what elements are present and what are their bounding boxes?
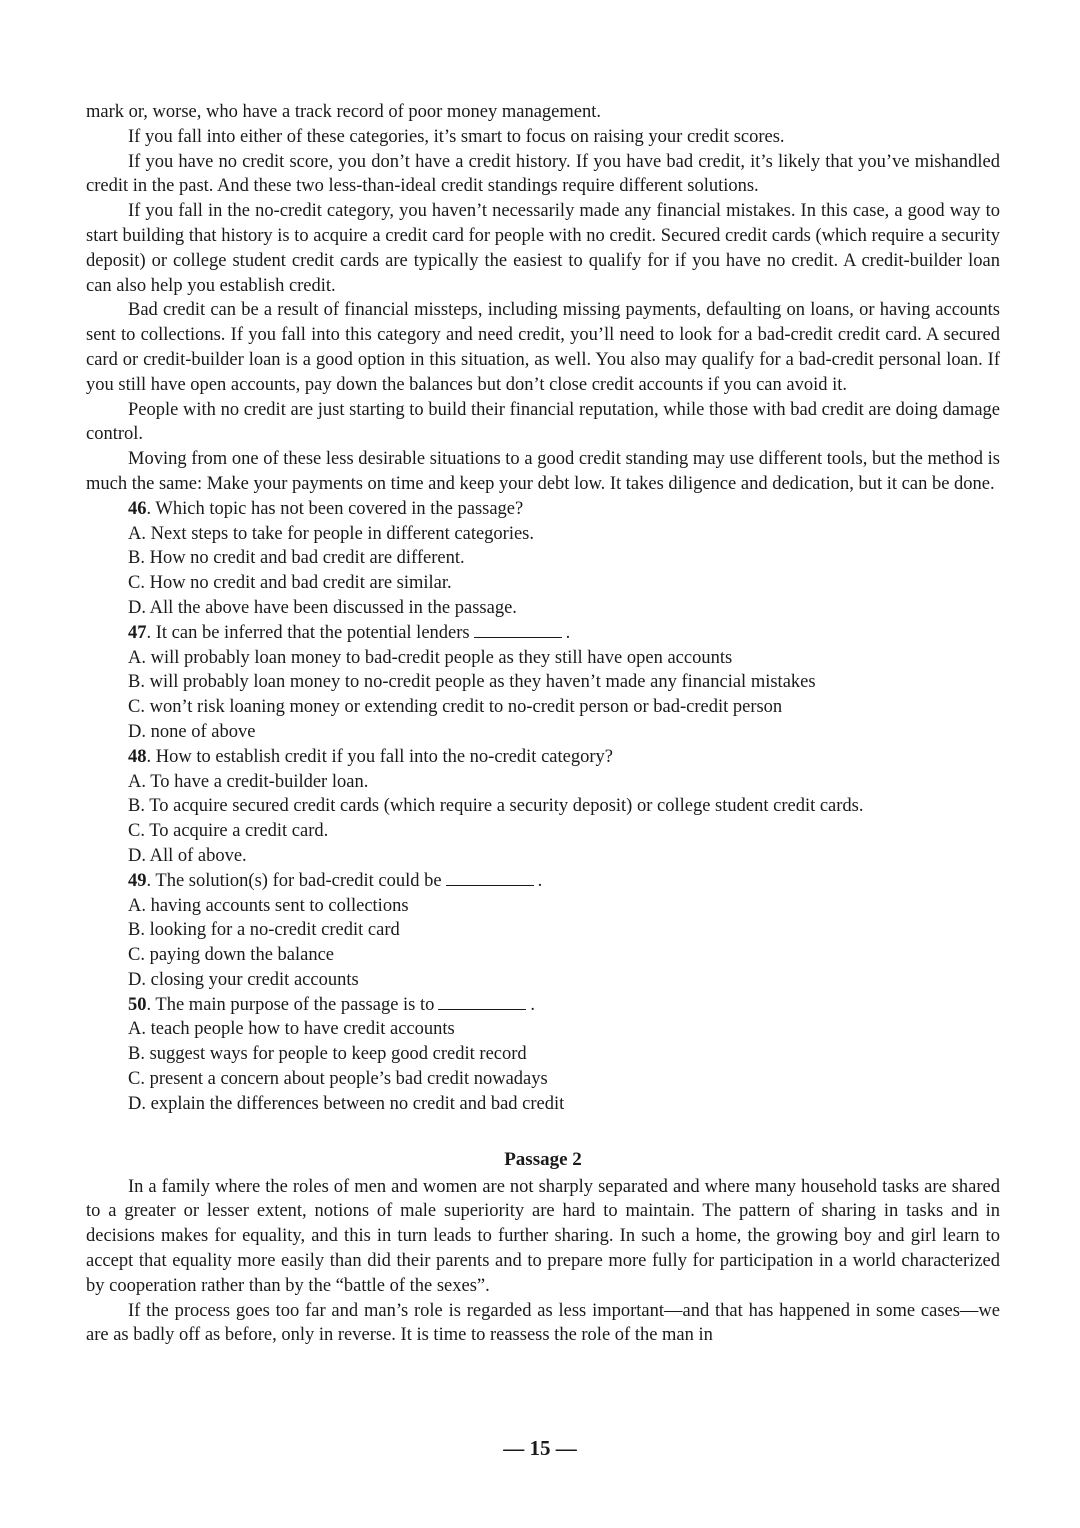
passage2-title: Passage 2 [504, 1148, 582, 1170]
answer-blank [474, 636, 562, 638]
passage1-paragraph: Moving from one of these less desirable situations to a good credit standing may use different tools, but the method is much the same: Make your payments on time and keep your debt low. It takes diligence and dedication, but it can be done. [86, 449, 1000, 494]
answer-option: D. closing your credit accounts [128, 969, 359, 990]
question-stem-end: . [537, 870, 543, 891]
page-number: — 15 — [503, 1436, 577, 1460]
answer-option: B. To acquire secured credit cards (which require a security deposit) or college student credit cards. [128, 796, 864, 817]
question-number: 50 [128, 994, 147, 1015]
passage1-paragraph: If you have no credit score, you don’t have a credit history. If you have bad credit, it’s likely that you’ve mishandled credit in the past. And these two less-than-ideal credit standings require different solutions. [86, 151, 1000, 197]
passage1-paragraph: If you fall in the no-credit category, you haven’t necessarily made any financial mistakes. In this case, a good way to start building that history is to acquire a credit card for people with no credit. Secured credit cards (which require a security deposit) or college student credit cards are typically the easiest to qualify for if you have no credit. A credit-builder loan can also help you establish credit. [86, 201, 1000, 296]
question-stem: . The main purpose of the passage is to [146, 994, 435, 1015]
question-stem: . Which topic has not been covered in the passage? [146, 498, 524, 519]
answer-option: B. will probably loan money to no-credit people as they haven’t made any financial mistakes [128, 672, 816, 693]
answer-option: C. To acquire a credit card. [128, 821, 329, 842]
page-content [86, 100, 1000, 1348]
answer-option: B. looking for a no-credit credit card [128, 920, 400, 941]
answer-option: C. How no credit and bad credit are similar. [128, 573, 452, 594]
passage2-paragraph: In a family where the roles of men and women are not sharply separated and where many household tasks are shared to a greater or lesser extent, notions of male superiority are hard to maintain. The pattern of sharing in tasks and in decisions makes for equality, and this in turn leads to further sharing. In such a home, the growing boy and girl learn to accept that equality more easily than did their parents and to prepare more fully for participation in a world characterized by cooperation rather than by the “battle of the sexes”. [86, 1176, 1000, 1296]
passage1-paragraph: Bad credit can be a result of financial missteps, including missing payments, defaulting on loans, or having accounts sent to collections. If you fall into this category and need credit, you’ll need to look for a bad-credit credit card. A secured card or credit-builder loan is a good option in this situation, as well. You also may qualify for a bad-credit personal loan. If you still have open accounts, pay down the balances but don’t close credit accounts if you can avoid it. [86, 300, 1000, 395]
answer-option: A. To have a credit-builder loan. [128, 771, 369, 792]
answer-blank [446, 884, 534, 886]
question-stem: . The solution(s) for bad-credit could be [146, 870, 442, 891]
answer-option: A. Next steps to take for people in different categories. [128, 523, 535, 544]
answer-option: B. suggest ways for people to keep good credit record [128, 1044, 527, 1065]
question-46 [86, 497, 1000, 522]
answer-option: D. explain the differences between no credit and bad credit [128, 1093, 565, 1114]
question-stem: . It can be inferred that the potential lenders [146, 622, 470, 643]
answer-option: C. paying down the balance [128, 945, 335, 966]
question-48 [86, 745, 1000, 770]
answer-option: C. won’t risk loaning money or extending credit to no-credit person or bad-credit person [128, 697, 783, 718]
question-50 [86, 993, 1000, 1018]
answer-option: D. All the above have been discussed in the passage. [128, 597, 517, 618]
passage2-paragraph: If the process goes too far and man’s role is regarded as less important—and that has happened in some cases—we are as badly off as before, only in reverse. It is time to reassess the role of the man in [86, 1300, 1000, 1346]
answer-option: A. teach people how to have credit accounts [128, 1019, 455, 1040]
question-stem-end: . [565, 622, 571, 643]
question-stem-end: . [530, 994, 536, 1015]
passage1-paragraph: If you fall into either of these categories, it’s smart to focus on raising your credit scores. [128, 126, 785, 147]
passage1-paragraph: People with no credit are just starting to build their financial reputation, while those with bad credit are doing damage control. [86, 399, 1000, 445]
question-number: 47 [128, 622, 147, 643]
answer-blank [438, 1008, 526, 1010]
answer-option: D. none of above [128, 721, 256, 742]
question-number: 46 [128, 498, 147, 519]
answer-option: A. having accounts sent to collections [128, 895, 409, 916]
question-47 [86, 621, 1000, 646]
answer-option: D. All of above. [128, 845, 247, 866]
question-49 [86, 869, 1000, 894]
answer-option: A. will probably loan money to bad-credit people as they still have open accounts [128, 647, 733, 668]
question-number: 49 [128, 870, 147, 891]
passage1-paragraph: mark or, worse, who have a track record of poor money management. [86, 102, 602, 122]
question-number: 48 [128, 746, 147, 767]
answer-option: B. How no credit and bad credit are different. [128, 548, 465, 569]
question-stem: . How to establish credit if you fall into the no-credit category? [146, 746, 613, 767]
answer-option: C. present a concern about people’s bad credit nowadays [128, 1069, 548, 1090]
